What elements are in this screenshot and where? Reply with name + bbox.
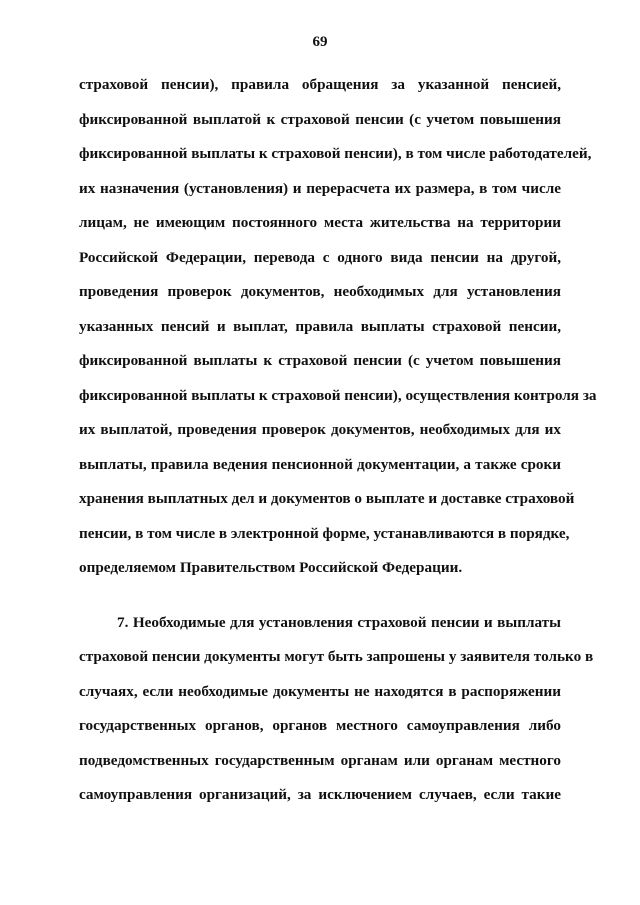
- text-line: фиксированной выплаты к страховой пенсии (с учетом повышения: [79, 352, 561, 369]
- text-line: государственных органов, органов местного самоуправления либо: [79, 717, 561, 734]
- text-line: определяемом Правительством Российской Федерации.: [79, 559, 463, 576]
- text-line: лицам, не имеющим постоянного места жительства на территории: [79, 214, 561, 231]
- text-line: фиксированной выплатой к страховой пенсии (с учетом повышения: [79, 110, 561, 128]
- text-line: фиксированной выплаты к страховой пенсии), осуществления контроля за: [79, 386, 597, 404]
- text-line: случаях, если необходимые документы не находятся в распоряжении: [79, 682, 561, 700]
- text-line: подведомственных государственным органам или органам местного: [79, 751, 561, 769]
- paragraph-gap: [79, 586, 561, 606]
- text-line: их выплатой, проведения проверок документов, необходимых для их: [79, 421, 561, 438]
- text-line: пенсии, в том числе в электронной форме, устанавливаются в порядке,: [79, 524, 570, 542]
- text-line: самоуправления организаций, за исключением случаев, если такие: [79, 786, 561, 803]
- text-line: Российской Федерации, перевода с одного вида пенсии на другой,: [79, 248, 561, 266]
- text-line: страховой пенсии), правила обращения за указанной пенсией,: [79, 76, 561, 93]
- text-line: проведения проверок документов, необходимых для установления: [79, 283, 561, 300]
- document-body: [79, 68, 597, 813]
- text-line: их назначения (установления) и перерасчета их размера, в том числе: [79, 179, 561, 197]
- paragraph-1: [79, 68, 597, 586]
- text-line: фиксированной выплаты к страховой пенсии), в том числе работодателей,: [79, 145, 592, 162]
- text-line: страховой пенсии документы могут быть запрошены у заявителя только в: [79, 648, 594, 665]
- text-line: указанных пенсий и выплат, правила выплаты страховой пенсии,: [79, 317, 561, 335]
- paragraph-2: [79, 606, 594, 813]
- text-line: выплаты, правила ведения пенсионной документации, а также сроки: [79, 455, 561, 473]
- page-number: 69: [312, 34, 328, 50]
- text-line: хранения выплатных дел и документов о выплате и доставке страховой: [79, 490, 575, 507]
- text-line: 7. Необходимые для установления страховой пенсии и выплаты: [117, 613, 561, 631]
